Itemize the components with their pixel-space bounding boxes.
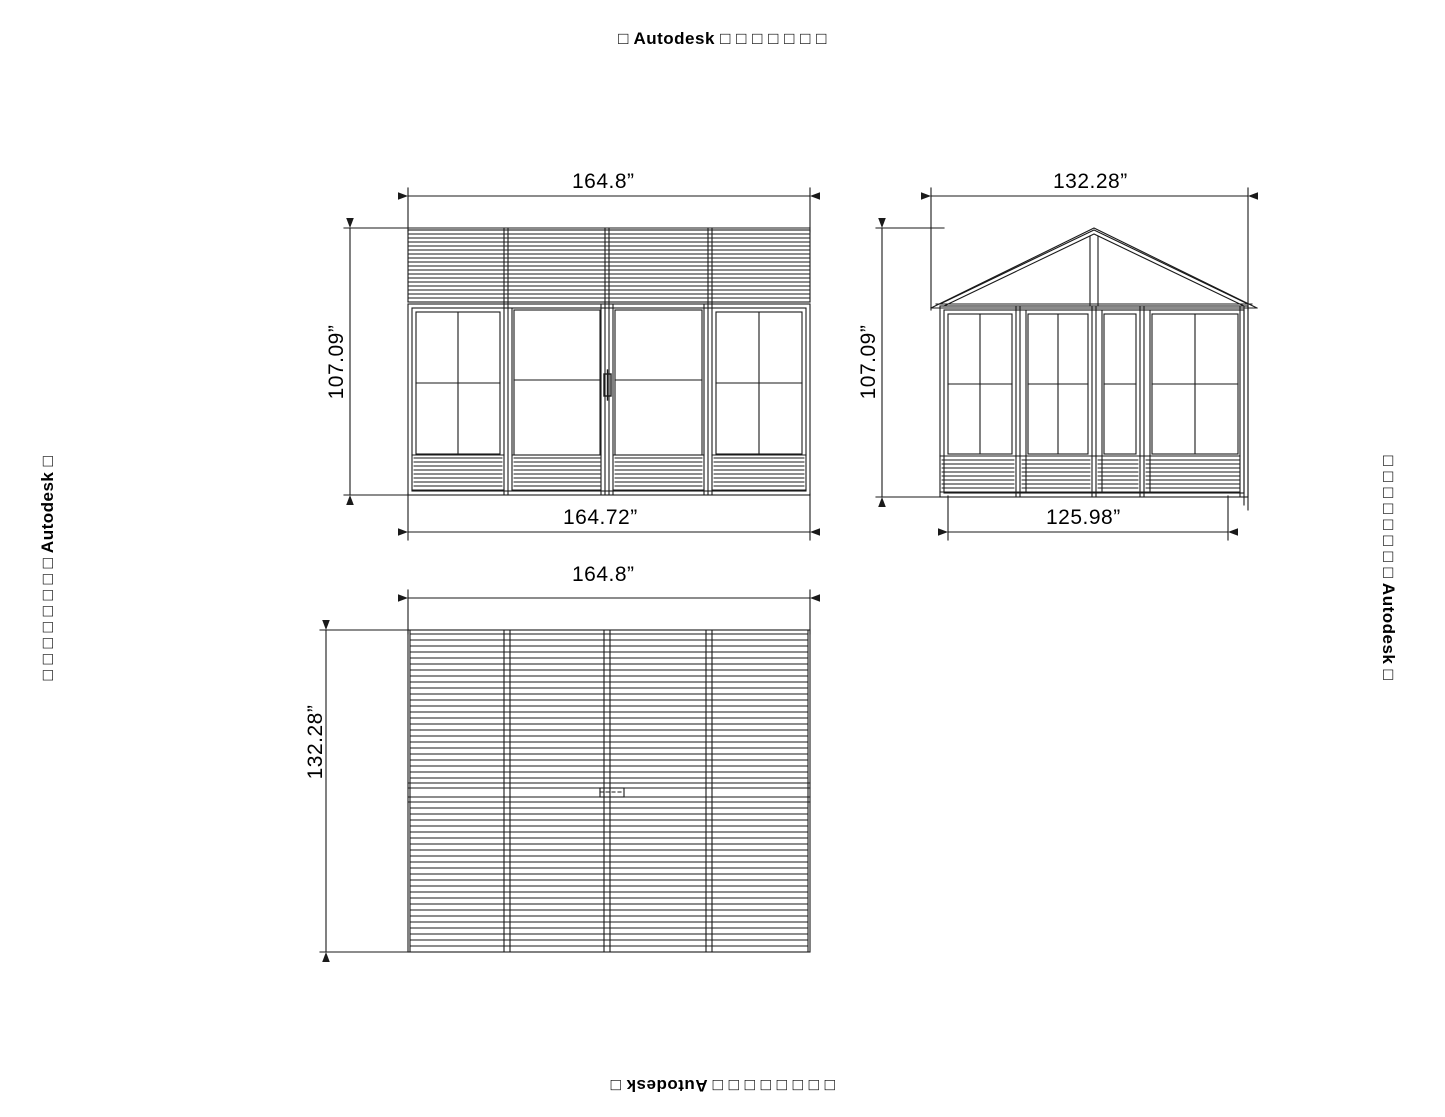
front-elevation-geometry xyxy=(408,228,810,495)
plan-top-dimension-label: 164.8” xyxy=(572,563,635,586)
front-top-dimension-label: 164.8” xyxy=(572,170,635,193)
front-dimension-lines xyxy=(344,188,810,540)
front-bottom-dimension-label: 164.72” xyxy=(563,506,638,529)
side-elevation-geometry xyxy=(931,228,1257,510)
side-height-dimension-label: 107.09” xyxy=(857,324,880,400)
plan-height-dimension-label: 132.28” xyxy=(304,704,327,780)
watermark-top: □ Autodesk □ □ □ □ □ □ □ xyxy=(618,29,827,48)
side-dimension-lines xyxy=(876,188,1248,540)
side-top-dimension-label: 132.28” xyxy=(1053,170,1128,193)
watermark-bottom: □ □ □ □ □ □ □ □ Autodesk □ xyxy=(610,1076,835,1095)
side-bottom-dimension-label: 125.98” xyxy=(1046,506,1121,529)
front-height-dimension-label: 107.09” xyxy=(325,324,348,400)
roof-plan-geometry xyxy=(408,630,810,952)
watermark-right: □ □ □ □ □ □ □ □ Autodesk □ xyxy=(1379,455,1398,681)
watermark-left: □ □ □ □ □ □ □ □ Autodesk □ xyxy=(38,455,57,681)
